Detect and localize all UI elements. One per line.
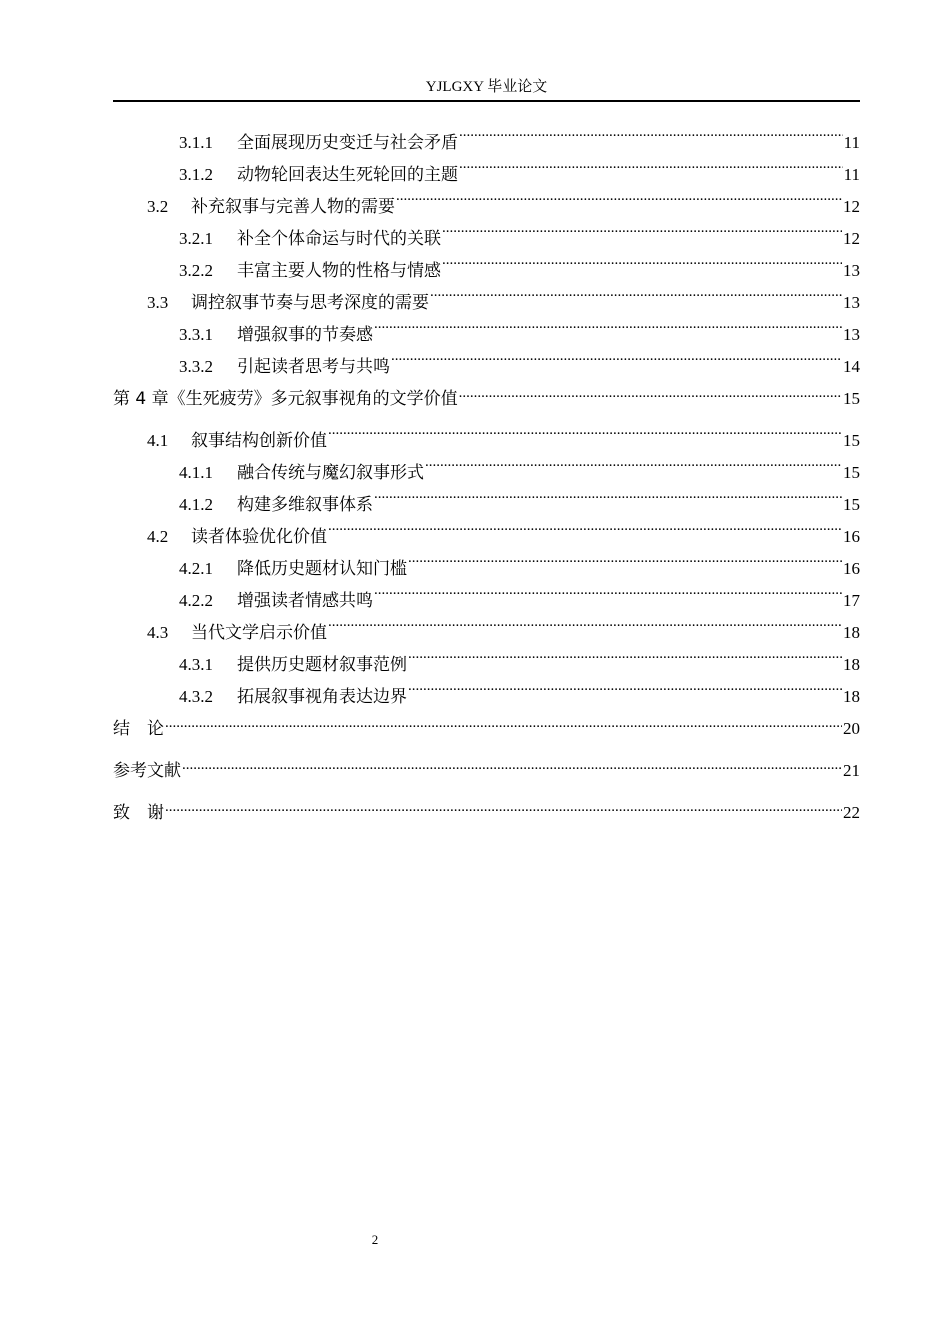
- toc-entry-page: 13: [843, 293, 860, 312]
- toc-leader-dots: [328, 414, 842, 446]
- toc-entry-title: 参考文献: [113, 761, 181, 781]
- toc-leader-dots: [408, 670, 842, 702]
- toc-entry-title: 提供历史题材叙事范例: [237, 655, 407, 675]
- toc-entry-title: 增强读者情感共鸣: [237, 591, 373, 611]
- toc-leader-dots: [408, 638, 842, 670]
- toc-entry[interactable]: [113, 116, 860, 153]
- toc-entry-number: 3.3.2: [179, 357, 213, 376]
- toc-entry-number: 4.3: [147, 623, 169, 642]
- toc-entry-number: 3.2.2: [179, 261, 213, 280]
- toc-leader-dots: [165, 702, 842, 734]
- toc-entry-title: 第 4 章《生死疲劳》多元叙事视角的文学价值: [113, 389, 458, 409]
- toc-entry-number: 3.1.2: [179, 165, 213, 184]
- toc-entry-title: 增强叙事的节奏感: [237, 325, 373, 345]
- toc-entry-number: 4.3.2: [179, 687, 213, 706]
- toc-entry-page: 11: [843, 133, 860, 152]
- toc-leader-dots: [182, 744, 842, 776]
- toc-leader-dots: [328, 606, 842, 638]
- toc-entry-number: 4.2.2: [179, 591, 213, 610]
- toc-leader-dots: [459, 148, 843, 180]
- toc-entry-number: 3.2: [147, 197, 169, 216]
- toc-chapter-entry[interactable]: [113, 744, 860, 786]
- toc-entry-title: 读者体验优化价值: [191, 527, 327, 547]
- toc-entry-page: 14: [843, 357, 860, 376]
- toc-entry-title: 降低历史题材认知门槛: [237, 559, 407, 579]
- toc-chapter-entry[interactable]: [113, 786, 860, 828]
- toc-entry-number: 4.1: [147, 431, 169, 450]
- toc-entry-page: 16: [843, 527, 860, 546]
- toc-entry-title: 丰富主要人物的性格与情感: [237, 261, 441, 281]
- toc-chapter-entry[interactable]: [113, 702, 860, 744]
- toc-entry-title: 结 论: [113, 719, 164, 739]
- toc-leader-dots: [374, 574, 842, 606]
- toc-leader-dots: [459, 372, 842, 404]
- toc-leader-dots: [425, 446, 842, 478]
- toc-entry-page: 21: [843, 761, 860, 780]
- toc-entry-page: 18: [843, 687, 860, 706]
- toc-entry-title: 补全个体命运与时代的关联: [237, 229, 441, 249]
- toc-leader-dots: [459, 116, 843, 148]
- toc-entry-number: 3.1.1: [179, 133, 213, 152]
- toc-leader-dots: [442, 212, 842, 244]
- toc-entry-page: 15: [843, 495, 860, 514]
- toc-leader-dots: [408, 542, 842, 574]
- toc-entry-page: 11: [843, 165, 860, 184]
- toc-leader-dots: [430, 276, 842, 308]
- toc-entry-title: 补充叙事与完善人物的需要: [191, 197, 395, 217]
- toc-entry-page: 18: [843, 623, 860, 642]
- toc-entry-number: 3.2.1: [179, 229, 213, 248]
- page-number: 2: [371, 1232, 379, 1247]
- toc-entry-number: 4.2.1: [179, 559, 213, 578]
- toc-entry-page: 13: [843, 325, 860, 344]
- toc-chapter-entry[interactable]: [113, 372, 860, 414]
- toc-entry-title: 致 谢: [113, 803, 164, 823]
- toc-entry-page: 15: [843, 431, 860, 450]
- toc-entry-number: 3.3: [147, 293, 169, 312]
- header-divider: [113, 100, 860, 102]
- toc-entry-title: 调控叙事节奏与思考深度的需要: [191, 293, 429, 313]
- toc-leader-dots: [442, 244, 842, 276]
- toc-entry-page: 22: [843, 803, 860, 822]
- toc-leader-dots: [396, 180, 842, 212]
- toc-entry-page: 18: [843, 655, 860, 674]
- toc-entry-page: 15: [843, 463, 860, 482]
- toc-leader-dots: [391, 340, 842, 372]
- toc-leader-dots: [374, 308, 842, 340]
- page-header: YJLGXY 毕业论文: [425, 79, 548, 95]
- toc-entry-page: 17: [843, 591, 860, 610]
- table-of-contents: [113, 116, 860, 828]
- toc-entry-number: 4.2: [147, 527, 169, 546]
- toc-entry-page: 12: [843, 229, 860, 248]
- toc-entry-title: 叙事结构创新价值: [191, 431, 327, 451]
- toc-entry-number: 4.1.2: [179, 495, 213, 514]
- toc-entry-title: 全面展现历史变迁与社会矛盾: [237, 133, 458, 153]
- toc-leader-dots: [374, 478, 842, 510]
- toc-leader-dots: [165, 786, 842, 818]
- toc-entry-page: 15: [843, 389, 860, 408]
- toc-entry-number: 4.3.1: [179, 655, 213, 674]
- toc-entry-page: 12: [843, 197, 860, 216]
- toc-entry-title: 构建多维叙事体系: [237, 495, 373, 515]
- toc-entry-page: 13: [843, 261, 860, 280]
- toc-entry-title: 引起读者思考与共鸣: [237, 357, 390, 377]
- toc-entry-title: 融合传统与魔幻叙事形式: [237, 463, 424, 483]
- toc-entry-title: 拓展叙事视角表达边界: [237, 687, 407, 707]
- toc-entry-number: 4.1.1: [179, 463, 213, 482]
- toc-leader-dots: [328, 510, 842, 542]
- toc-entry-page: 16: [843, 559, 860, 578]
- toc-entry-number: 3.3.1: [179, 325, 213, 344]
- toc-entry-title: 动物轮回表达生死轮回的主题: [237, 165, 458, 185]
- toc-entry-title: 当代文学启示价值: [191, 623, 327, 643]
- toc-entry-page: 20: [843, 719, 860, 738]
